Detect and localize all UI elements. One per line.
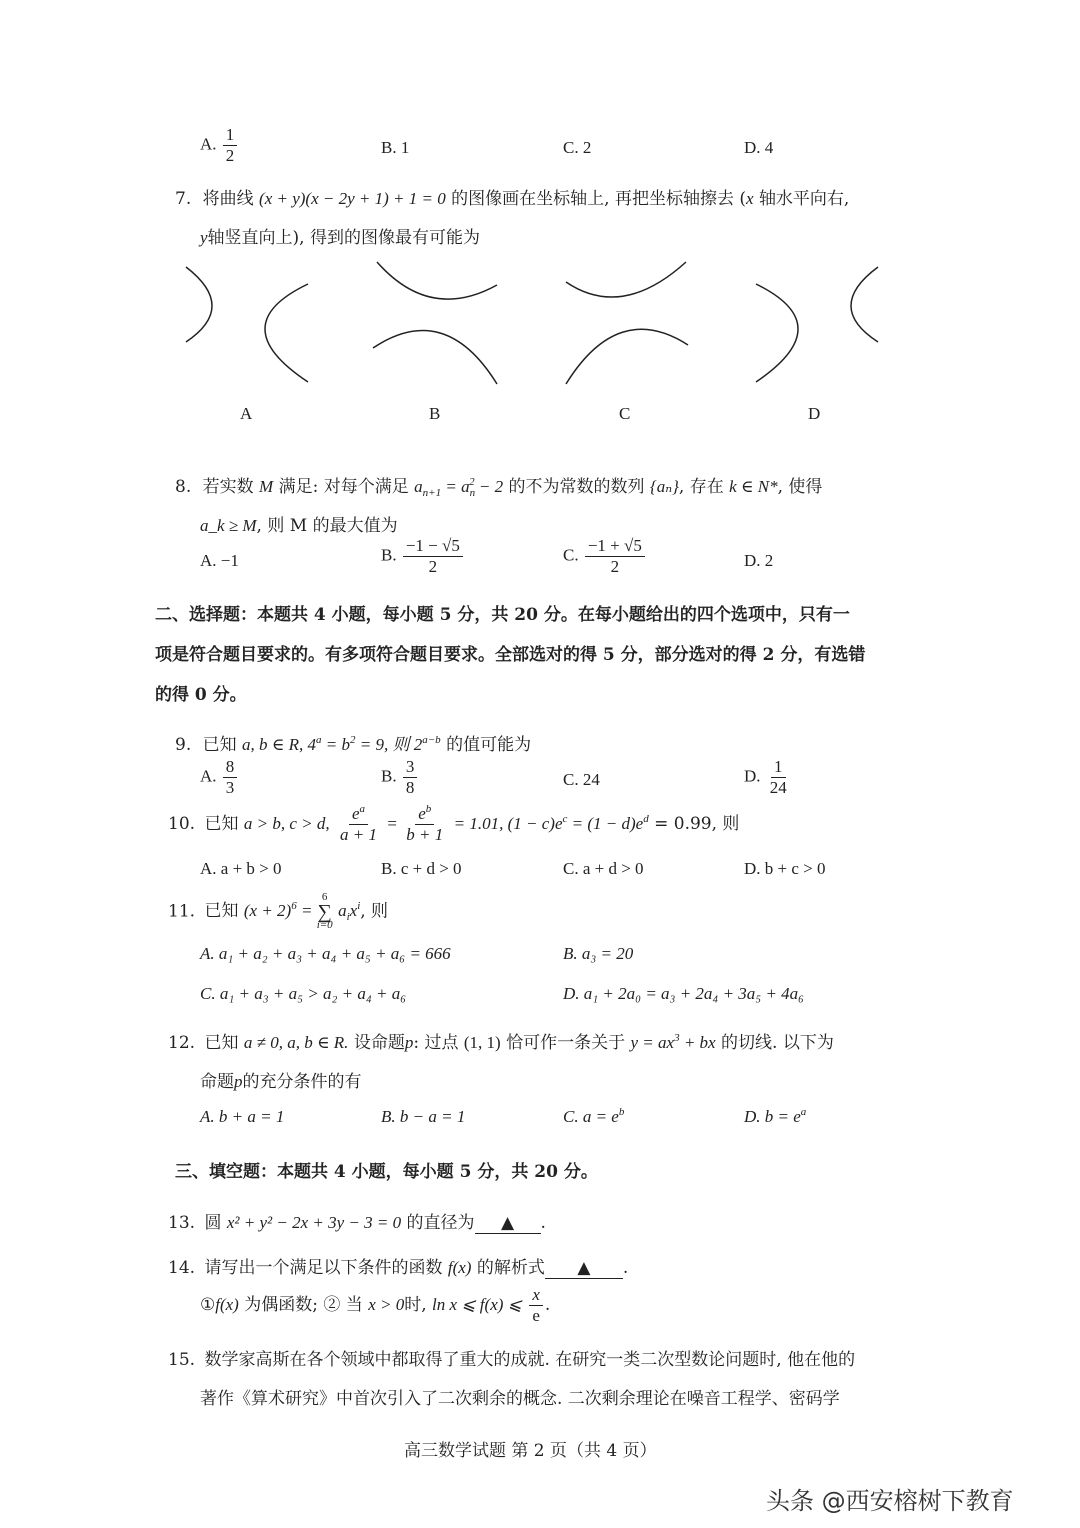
q7-label-c: C [619, 404, 631, 423]
q7-curve-b-bottom [373, 331, 497, 384]
q12-line1: 12. 已知 a ≠ 0, a, b ∈ R. 设命题p: 过点 (1, 1) 恰可作一条关于 $y = ax^3$ + bx 的切线. 以下为 [168, 1032, 834, 1053]
page-footer: 高三数学试题 第 2 页（共 4 页） [404, 1441, 657, 1461]
q9-option-a: A. $\frac{8}{3}$ [200, 758, 239, 797]
q7-label-b: B [429, 404, 441, 423]
q7-label-a: A [240, 404, 253, 423]
q7-curve-b-top [377, 262, 497, 299]
watermark: 头条 @西安榕树下教育 [766, 1487, 1014, 1515]
q11-stem: 11. 已知 $(x + 2)^6$ = 6 ∑ i=0 $a_ix^i$, 则 [168, 891, 389, 931]
q12-line2: 命题p的充分条件的有 [200, 1072, 362, 1092]
q15-line1: 15. 数学家高斯在各个领域中都取得了重大的成就. 在研究一类二次型数论问题时, 他在他的 [168, 1350, 856, 1370]
q14-answer-blank[interactable]: ▲ [545, 1259, 623, 1279]
q6-option-d: D. 4 [744, 138, 774, 157]
q11-summation: 6 ∑ i=0 [316, 891, 333, 931]
q10-option-d: D. b + c > 0 [744, 859, 826, 878]
q6-option-a-fraction: $\frac{1}{2}$ [223, 126, 238, 165]
q13-stem: 13. 圆 x² + y² − 2x + 3y − 3 = 0 的直径为 ▲ . [168, 1213, 546, 1233]
q9-option-c: C. 24 [563, 770, 600, 789]
q7-curve-c-bottom [566, 329, 688, 384]
q12-option-c: C. $a = e^b$ [563, 1106, 625, 1126]
q14-line1: 14. 请写出一个满足以下条件的函数 f(x) 的解析式 ▲ . [168, 1258, 629, 1278]
q10-stem: 10. 已知 a > b, c > d, $\frac{e^a}{a + 1}$ = $\frac{e^b}{b + 1}$ = 1.01, $(1 - c)e^c = (1 - d)e^d = 0.99$, 则 [168, 803, 740, 844]
q8-option-c: C. $\frac{-1 + √5}{2}$ [563, 537, 647, 576]
q7-line1: 7. 将曲线 (x + y)(x − 2y + 1) + 1 = 0 的图像画在坐标轴上, 再把坐标轴擦去 (x 轴水平向右, [175, 189, 850, 209]
q9-option-b: B. $\frac{3}{8}$ [381, 758, 419, 797]
q15-line2: 著作《算术研究》中首次引入了二次剩余的概念. 二次剩余理论在噪音工程学、密码学 [200, 1389, 840, 1409]
q11-option-c: C. a₁ + a₃ + a₅ > a₂ + a₄ + a₆ [200, 984, 407, 1003]
q6-option-c: C. 2 [563, 138, 592, 157]
q7-curve-d-left [756, 284, 798, 382]
q11-option-d: D. a₁ + 2a₀ = a₃ + 2a₄ + 3a₅ + 4a₆ [563, 984, 805, 1003]
section2-line3: 的得 0 分。 [155, 685, 247, 705]
q14-conditions: ①f(x) 为偶函数; ② 当 x > 0时, ln x ⩽ f(x) ⩽ $\frac{x}{e}$ . [200, 1285, 551, 1325]
q7-curve-c-top [566, 262, 686, 297]
q7-curve-a-left [186, 267, 212, 342]
q8-option-b: B. $\frac{-1 - √5}{2}$ [381, 537, 465, 576]
q9-option-d: D. $\frac{1}{24}$ [744, 757, 787, 797]
q11-option-b: B. a₃ = 20 [563, 944, 634, 963]
q8-option-d: D. 2 [744, 551, 774, 570]
q12-option-b: B. b − a = 1 [381, 1107, 466, 1126]
section2-line1: 二、选择题：本题共 4 小题，每小题 5 分，共 20 分。在每小题给出的四个选项中，只有一 [155, 605, 850, 625]
q9-stem: 9. 已知 a, b ∈ R, $4^a = b^2 = 9$, 则 $2^{a-b}$ 的值可能为 [175, 734, 532, 755]
q7-label-d: D [808, 404, 821, 423]
q7-curve-d-right [851, 267, 878, 342]
section2-line2: 项是符合题目要求的。有多项符合题目要求。全部选对的得 5 分，部分选对的得 2 分，有选错 [155, 645, 866, 665]
q12-option-d: D. $b = e^a$ [744, 1106, 807, 1126]
q8-line2: a_k ≥ M, 则 M 的最大值为 [200, 516, 398, 536]
q10-option-a: A. a + b > 0 [200, 859, 282, 878]
q10-option-b: B. c + d > 0 [381, 859, 462, 878]
q12-option-a: A. b + a = 1 [200, 1107, 285, 1126]
section3-title: 三、填空题：本题共 4 小题，每小题 5 分，共 20 分。 [175, 1162, 598, 1182]
q8-option-a: A. −1 [200, 551, 239, 570]
q11-option-a: A. a₁ + a₂ + a₃ + a₄ + a₅ + a₆ = 666 [200, 944, 451, 963]
q8-line1: 8. 若实数 M 满足: 对每个满足 $a_{n+1} = a_n^2 - 2$ 的不为常数的数列 {aₙ}, 存在 k ∈ N*, 使得 [175, 476, 823, 499]
q7-curve-a-right [265, 284, 308, 382]
q7-line2: y轴竖直向上), 得到的图像最有可能为 [200, 228, 480, 248]
q6-option-a: A. $\frac{1}{2}$ [200, 126, 239, 165]
q13-answer-blank[interactable]: ▲ [475, 1214, 541, 1234]
q10-option-c: C. a + d > 0 [563, 859, 644, 878]
q6-option-b: B. 1 [381, 138, 410, 157]
